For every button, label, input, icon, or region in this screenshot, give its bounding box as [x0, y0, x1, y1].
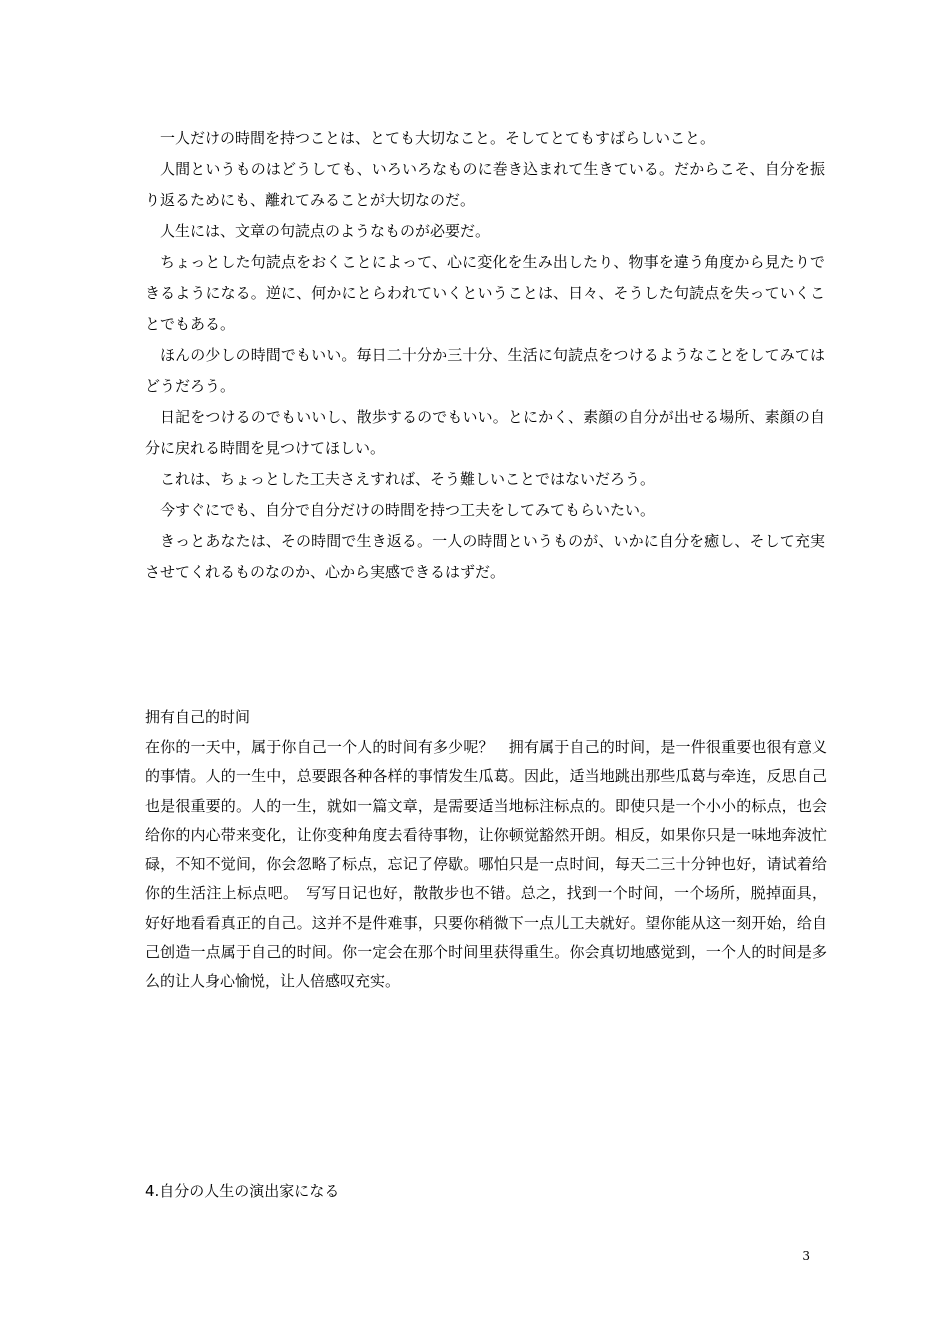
japanese-paragraph-1: 一人だけの時間を持つことは、とても大切なこと。そしてとてもすばらしいこと。 [160, 129, 716, 147]
japanese-paragraph-5: ほんの少しの時間でもいい。毎日二十分か三十分、生活に句読点をつけるようなことをしてみてはどうだろう。 [145, 346, 825, 395]
japanese-text-block [145, 123, 825, 588]
japanese-paragraph-3: 人生には、文章の句読点のようなものが必要だ。 [160, 222, 491, 240]
japanese-paragraph-2: 人間というものはどうしても、いろいろなものに巻き込まれて生きている。だからこそ、自分を振り返るためにも、離れてみることが大切なのだ。 [145, 160, 825, 209]
next-section-heading: 4.自分の人生の演出家になる [145, 1182, 340, 1200]
japanese-paragraph-7: これは、ちょっとした工夫さえすれば、そう難しいことではないだろう。 [160, 470, 656, 488]
page-number: 3 [802, 1249, 810, 1263]
japanese-paragraph-9: きっとあなたは、その時間で生き返る。一人の時間というものが、いかに自分を癒し、そして充実させてくれるものなのか、心から実感できるはずだ。 [145, 532, 825, 581]
japanese-paragraph-4: ちょっとした句読点をおくことによって、心に変化を生み出したり、物事を違う角度から見たりできるようになる。逆に、何かにとらわれていくということは、日々、そうした句読点を失っていくことでもある。 [145, 253, 825, 333]
chinese-section-title: 拥有自己的时间 [145, 708, 251, 726]
japanese-paragraph-6: 日記をつけるのでもいいし、散歩するのでもいい。とにかく、素顔の自分が出せる場所、素顔の自分に戻れる時間を見つけてほしい。 [145, 408, 825, 457]
chinese-body-text: 在你的一天中，属于你自己一个人的时间有多少呢？ 拥有属于自己的时间，是一件很重要也很有意义的事情。人的一生中，总要跟各种各样的事情发生瓜葛。因此，适当地跳出那些瓜葛与牵连，反思自己也是很重要的。人的一生，就如一篇文章，是需要适当地标注标点的。即使只是一个小小的标点，也会给你的内心带来变化，让你变种角度去看待事物，让你顿觉豁然开朗。相反，如果你只是一味地奔波忙碌，不知不觉间，你会忽略了标点，忘记了停歇。哪怕只是一点时间，每天二三十分钟也好，请试着给你的生活注上标点吧。 写写日记也好，散散步也不错。总之，找到一个时间，一个场所，脱掉面具，好好地看看真正的自己。这并不是件难事，只要你稍微下一点儿工夫就好。望你能从这一刻开始，给自己创造一点属于自己的时间。你一定会在那个时间里获得重生。你会真切地感觉到，一个人的时间是多么的让人身心愉悦，让人倍感叹充实。 [145, 738, 827, 991]
japanese-paragraph-8: 今すぐにでも、自分で自分だけの時間を持つ工夫をしてみてもらいたい。 [160, 501, 656, 519]
